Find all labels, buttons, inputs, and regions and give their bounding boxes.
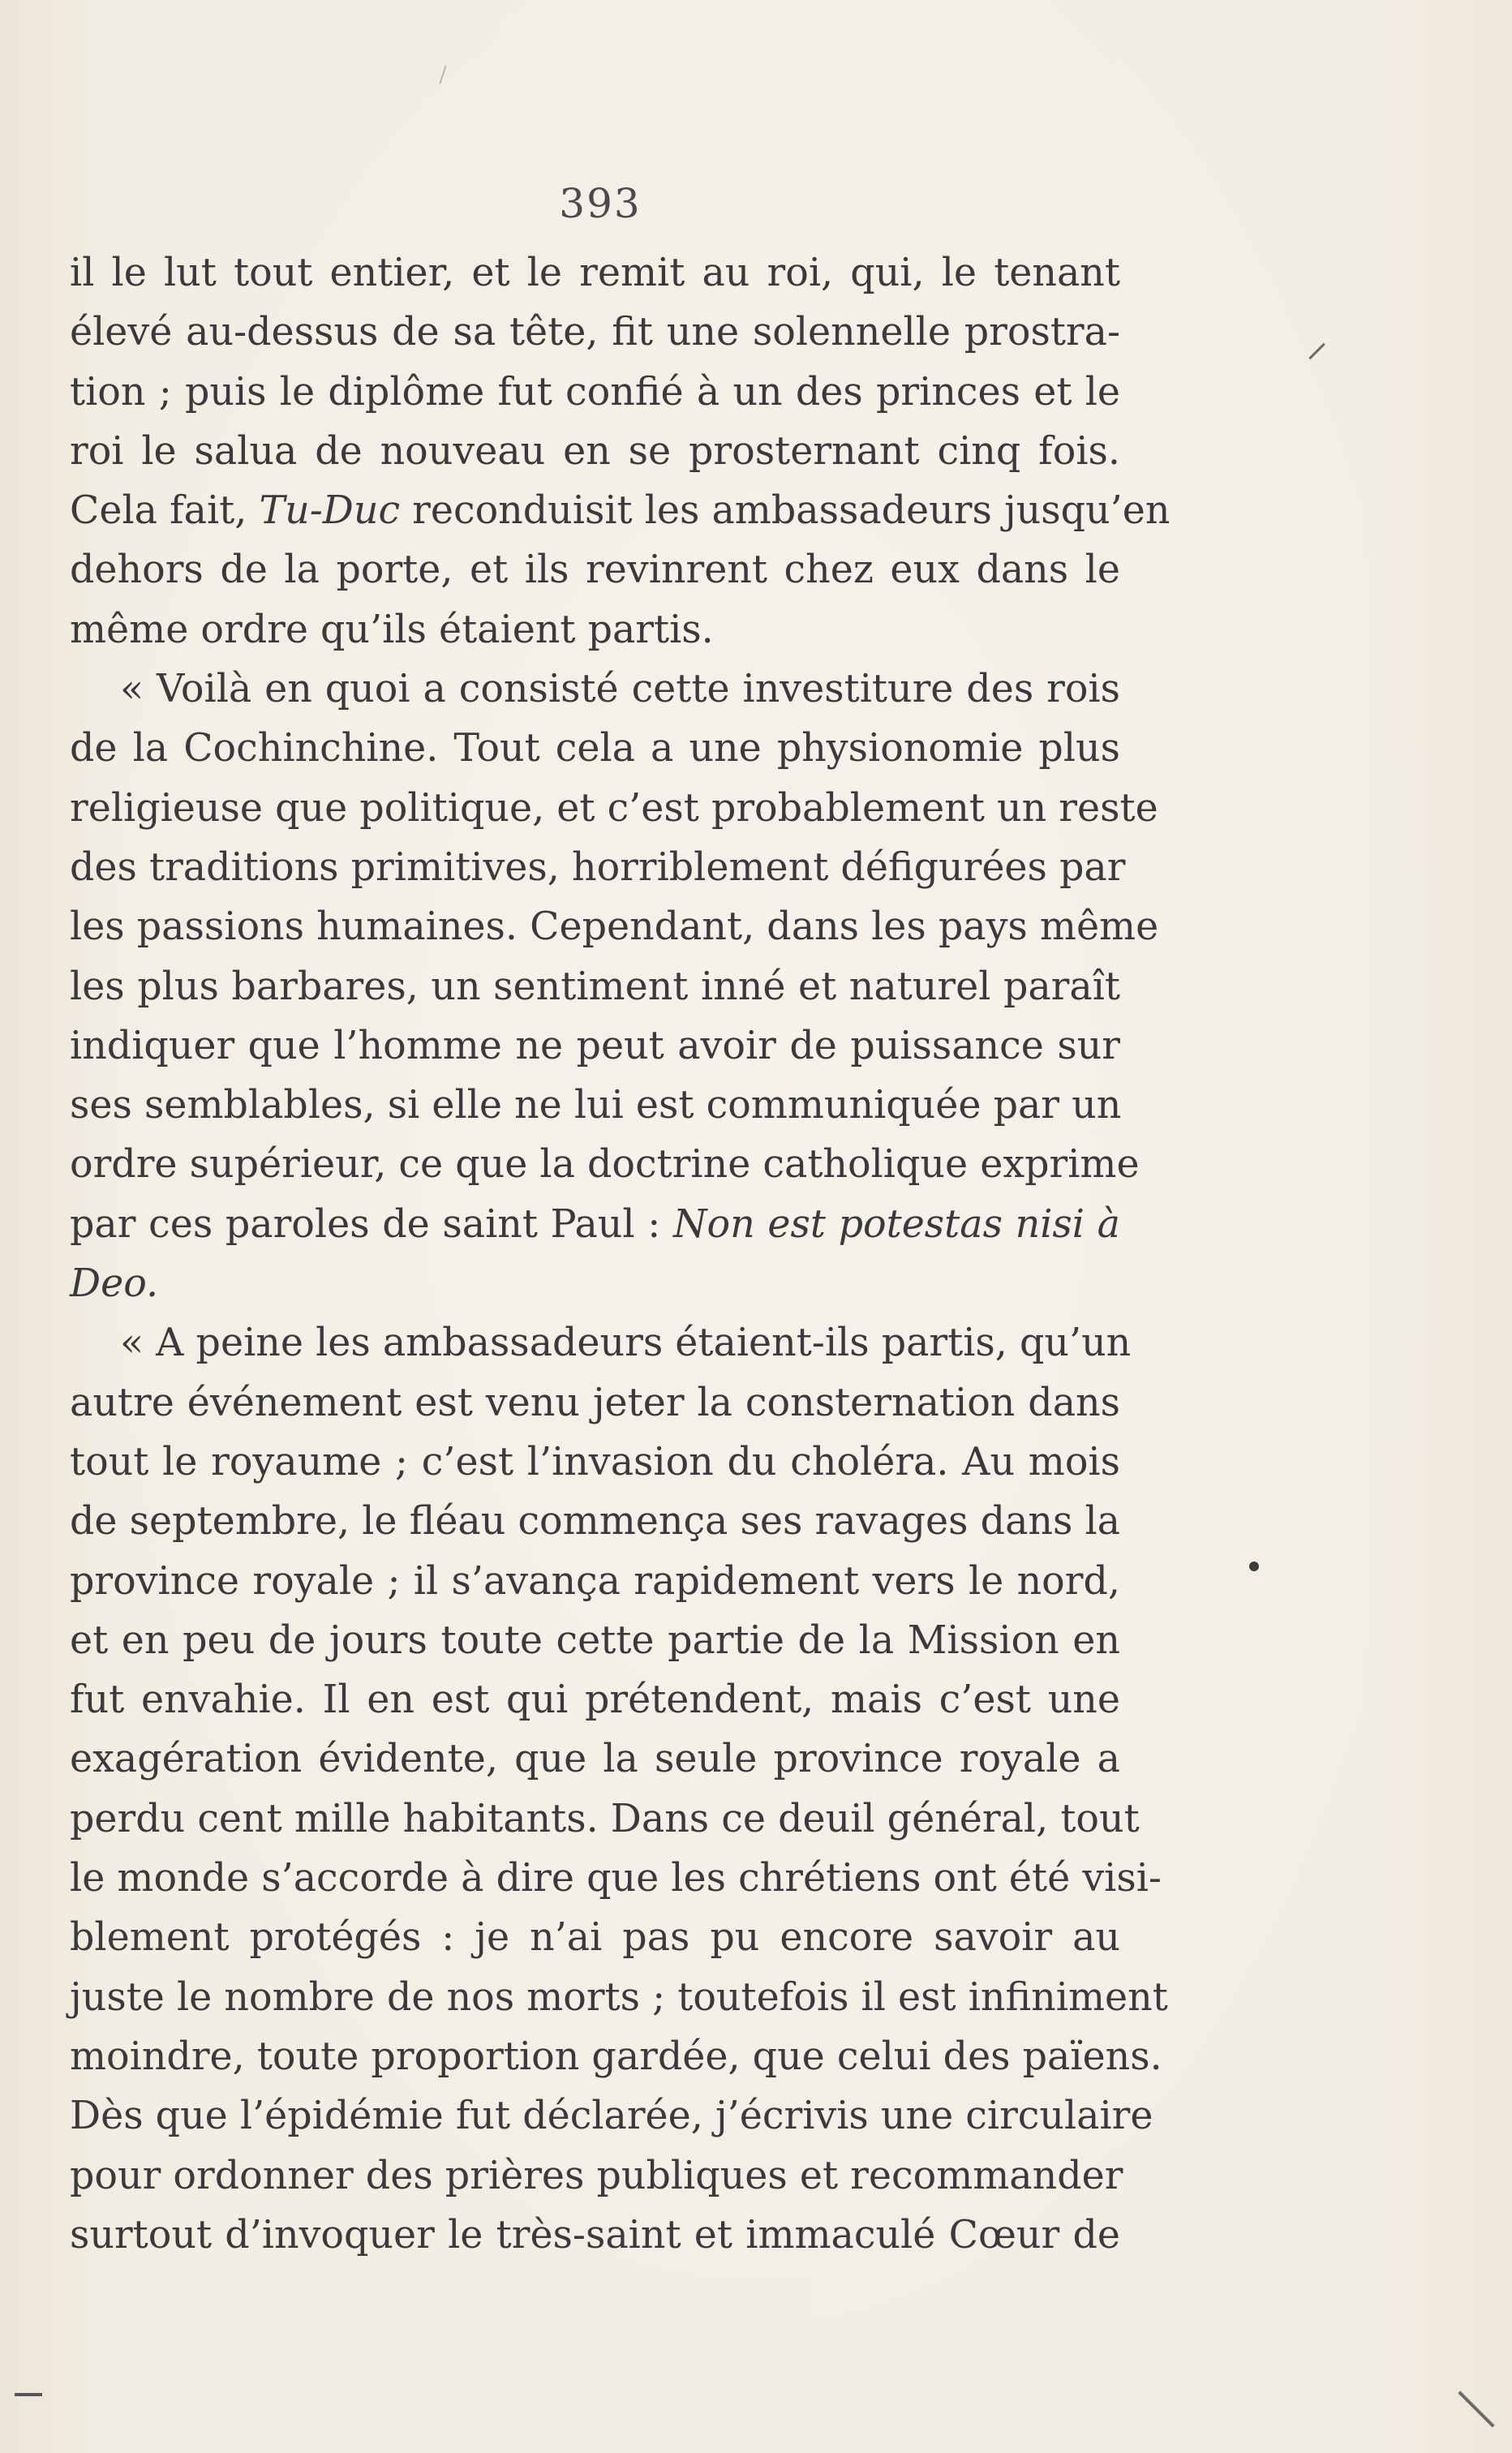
text-span: dehors de la porte, et ils revinrent chez eux dans le: [70, 548, 1120, 593]
text-line: [70, 540, 1120, 599]
text-line: [70, 481, 1171, 540]
italic-text: Non est potestas nisi à: [672, 1201, 1120, 1247]
text-span: province royale ; il s’avança rapidement vers le nord,: [70, 1558, 1120, 1604]
body-text: [70, 243, 1171, 2265]
stray-mark: [1308, 343, 1325, 360]
text-span: et en peu de jours toute cette partie de la Mission en: [70, 1617, 1120, 1663]
text-line: [70, 1135, 1140, 1194]
text-line: [70, 2206, 1120, 2265]
text-line: [70, 957, 1120, 1016]
text-line: [70, 1670, 1120, 1729]
text-line: [70, 1968, 1168, 2027]
text-span: reconduisit les ambassadeurs jusqu’en: [400, 488, 1171, 534]
text-line: [70, 1313, 1132, 1373]
text-span: autre événement est venu jeter la consternation dans: [70, 1380, 1120, 1425]
text-span: ordre supérieur, ce que la doctrine catholique exprime: [70, 1142, 1140, 1188]
text-line: [70, 719, 1120, 778]
text-line: [70, 1552, 1120, 1611]
text-line: [70, 1433, 1120, 1492]
text-span: « Voilà en quoi a consisté cette investiture des rois: [120, 667, 1120, 712]
text-line: [70, 363, 1120, 422]
text-line: [70, 1611, 1120, 1670]
text-line: [70, 1729, 1120, 1789]
text-line: [70, 1373, 1120, 1433]
text-line: [70, 659, 1120, 719]
text-span: indiquer que l’homme ne peut avoir de puissance sur: [70, 1023, 1120, 1068]
text-line: [70, 1016, 1120, 1076]
stray-mark: [1458, 2391, 1494, 2427]
text-span: tout le royaume ; c’est l’invasion du choléra. Au mois: [70, 1439, 1120, 1484]
text-span: les passions humaines. Cependant, dans les pays même: [70, 904, 1159, 950]
text-span: roi le salua de nouveau en se prosternant cinq fois.: [70, 428, 1120, 474]
text-span: il le lut tout entier, et le remit au roi, qui, le tenant: [70, 251, 1120, 295]
text-span: ses semblables, si elle ne lui est communiquée par un: [70, 1083, 1122, 1128]
text-span: élevé au-dessus de sa tête, fit une solennelle prostra-: [70, 310, 1120, 355]
ink-dot: [1249, 1562, 1259, 1571]
text-line: [70, 838, 1126, 897]
text-span: par ces paroles de saint Paul :: [70, 1201, 673, 1247]
stray-mark: [439, 65, 446, 84]
text-line: [70, 600, 1120, 659]
text-span: Cela fait,: [70, 488, 260, 534]
text-span: perdu cent mille habitants. Dans ce deuil général, tout: [70, 1796, 1140, 1841]
text-line: [70, 1849, 1162, 1908]
text-span: pour ordonner des prières publiques et recommander: [70, 2153, 1123, 2198]
text-span: exagération évidente, que la seule province royale a: [70, 1737, 1120, 1782]
text-span: tion ; puis le diplôme fut confié à un des princes et le: [70, 369, 1120, 415]
text-span: de la Cochinchine. Tout cela a une physionomie plus: [70, 726, 1120, 771]
text-line: [70, 2146, 1123, 2206]
text-line: [70, 2086, 1153, 2146]
text-line: [70, 1195, 1120, 1254]
page-number: 393: [559, 180, 642, 227]
text-line: [70, 243, 1120, 303]
text-span: moindre, toute proportion gardée, que celui des païens.: [70, 2034, 1162, 2079]
text-span: religieuse que politique, et c’est probablement un reste: [70, 785, 1158, 831]
text-span: même ordre qu’ils étaient partis.: [70, 607, 714, 652]
italic-text: Tu-Duc: [259, 488, 401, 534]
text-line: [70, 1492, 1120, 1551]
text-line: [70, 422, 1120, 481]
text-line: [70, 2027, 1162, 2086]
text-span: fut envahie. Il en est qui prétendent, mais c’est une: [70, 1678, 1120, 1723]
text-line: [70, 1908, 1120, 1967]
text-span: le monde s’accorde à dire que les chrétiens ont été visi-: [70, 1856, 1162, 1901]
text-span: « A peine les ambassadeurs étaient-ils partis, qu’un: [120, 1321, 1132, 1366]
text-line: [70, 1789, 1140, 1849]
text-span: blement protégés : je n’ai pas pu encore savoir au: [70, 1915, 1120, 1961]
text-span: Dès que l’épidémie fut déclarée, j’écrivis une circulaire: [70, 2094, 1153, 2139]
text-span: des traditions primitives, horriblement défigurées par: [70, 844, 1126, 890]
text-line: [70, 303, 1120, 362]
text-line: [70, 1076, 1120, 1135]
text-span: les plus barbares, un sentiment inné et naturel paraît: [70, 964, 1120, 1009]
text-span: surtout d’invoquer le très-saint et immaculé Cœur de: [70, 2212, 1120, 2258]
italic-text: Deo.: [70, 1261, 159, 1307]
text-span: juste le nombre de nos morts ; toutefois il est infiniment: [70, 1974, 1168, 2020]
text-line: [70, 779, 1158, 838]
stray-mark: [15, 2393, 42, 2396]
text-line: [70, 1254, 1120, 1313]
text-span: de septembre, le fléau commença ses ravages dans la: [70, 1499, 1120, 1544]
text-line: [70, 897, 1159, 956]
